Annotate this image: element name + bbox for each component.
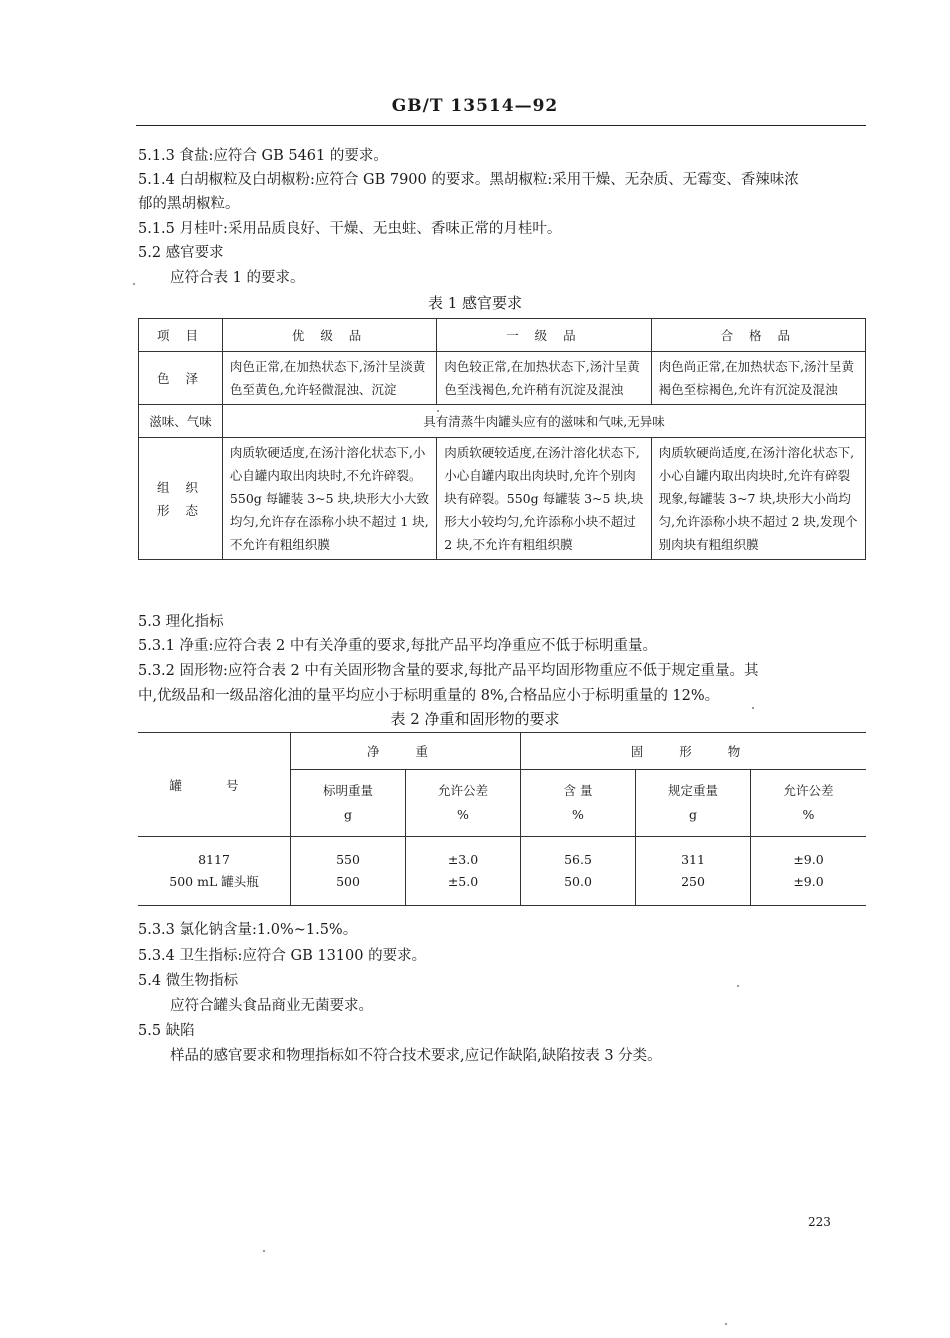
- standard-header: GB/T 13514—92: [391, 96, 559, 116]
- table-header-row: [139, 319, 866, 352]
- table-header-cell: 一 级 品: [437, 319, 651, 352]
- section-5-2-heading: 5.2 感官要求: [138, 245, 224, 261]
- section-5-4-heading: 5.4 微生物指标: [138, 973, 239, 989]
- page-number: 223: [808, 1215, 831, 1229]
- net-weight-group-header: 净 重: [291, 733, 521, 770]
- table-cell: 肉色尚正常,在加热状态下,汤汁呈黄褐色至棕褐色,允许有沉淀及混浊: [651, 352, 865, 405]
- paragraph-5-1-4-cont: 郁的黑胡椒粒。: [138, 196, 240, 212]
- paragraph-5-3-1: 5.3.1 净重:应符合表 2 中有关净重的要求,每批产品平均净重应不低于标明重量。: [138, 638, 657, 654]
- value: 550: [336, 852, 360, 867]
- table-cell: 肉色正常,在加热状态下,汤汁呈淡黄色至黄色,允许轻微混浊、沉淀: [222, 352, 436, 405]
- table1-caption: 表 1 感官要求: [427, 294, 523, 312]
- table-cell: 肉质软硬适度,在汤汁溶化状态下,小心自罐内取出肉块时,不允许碎裂。550g 每罐装 3~5 块,块形大小大致均匀,允许存在添称小块不超过 1 块,不允许有粗组织膜: [222, 438, 436, 560]
- scan-speck: [737, 985, 739, 987]
- specified-weight-header: 规定重量 g: [636, 770, 751, 837]
- paragraph-5-1-5: 5.1.5 月桂叶:采用品质良好、干燥、无虫蛀、香味正常的月桂叶。: [138, 221, 562, 237]
- table2-caption: 表 2 净重和固形物的要求: [390, 710, 560, 728]
- value: 311: [681, 852, 705, 867]
- section-5-5-heading: 5.5 缺陷: [138, 1023, 195, 1039]
- table-cell: [636, 837, 751, 906]
- paragraph-5-3-2-cont: 中,优级品和一级品溶化油的量平均应小于标明重量的 8%,合格品应小于标明重量的 12%。: [138, 688, 720, 704]
- can-number-header: 罐 号: [138, 733, 291, 837]
- table-cell: 肉色较正常,在加热状态下,汤汁呈黄色至浅褐色,允许稍有沉淀及混浊: [437, 352, 651, 405]
- row-label: 色 泽: [139, 352, 223, 405]
- table-header-row: [138, 733, 866, 770]
- paragraph-5-2-text: 应符合表 1 的要求。: [170, 270, 305, 286]
- table-data-row: [138, 837, 866, 906]
- value: ±5.0: [447, 874, 479, 889]
- scan-speck: [133, 283, 135, 285]
- scan-speck: [437, 410, 439, 412]
- value: ±9.0: [793, 852, 824, 867]
- value: 56.5: [564, 852, 592, 867]
- header-rule: [136, 125, 866, 126]
- row-label: 滋味、气味: [139, 405, 223, 438]
- paragraph-5-4-text: 应符合罐头食品商业无菌要求。: [170, 998, 373, 1014]
- table-row: [139, 352, 866, 405]
- table-cell: [751, 837, 867, 906]
- solids-group-header: 固 形 物: [521, 733, 867, 770]
- value: 50.0: [564, 874, 592, 889]
- paragraph-5-3-3: 5.3.3 氯化钠含量:1.0%~1.5%。: [138, 922, 358, 938]
- can-number: 500 mL 罐头瓶: [169, 874, 259, 889]
- value: ±3.0: [447, 852, 479, 867]
- value: 250: [681, 874, 705, 889]
- table-row: [139, 438, 866, 560]
- content-header: 含 量 %: [521, 770, 636, 837]
- table-row: [139, 405, 866, 438]
- table-cell: [138, 837, 291, 906]
- paragraph-5-5-text: 样品的感官要求和物理指标如不符合技术要求,应记作缺陷,缺陷按表 3 分类。: [170, 1048, 662, 1064]
- table-header-cell: 合 格 品: [651, 319, 865, 352]
- value: ±9.0: [793, 874, 824, 889]
- labeled-weight-header: 标明重量 g: [291, 770, 406, 837]
- table-sensory-requirements: [138, 318, 866, 560]
- paragraph-5-3-2: 5.3.2 固形物:应符合表 2 中有关固形物含量的要求,每批产品平均固形物重应不低于规定重量。其: [138, 663, 759, 679]
- table-header-cell: 项 目: [139, 319, 223, 352]
- net-tolerance-header: 允许公差 %: [406, 770, 521, 837]
- section-5-3-heading: 5.3 理化指标: [138, 614, 224, 630]
- scan-speck: [752, 707, 754, 709]
- paragraph-5-1-3: 5.1.3 食盐:应符合 GB 5461 的要求。: [138, 148, 388, 164]
- table-cell: [406, 837, 521, 906]
- table-cell: 肉质软硬尚适度,在汤汁溶化状态下,小心自罐内取出肉块时,允许有碎裂现象,每罐装 3~7 块,块形大小尚均匀,允许添称小块不超过 2 块,发现个别肉块有粗组织膜: [651, 438, 865, 560]
- scan-speck: [263, 1250, 265, 1252]
- row-label: 组 织 形 态: [139, 438, 223, 560]
- solids-tolerance-header: 允许公差 %: [751, 770, 867, 837]
- table-cell-merged: 具有清蒸牛肉罐头应有的滋味和气味,无异味: [222, 405, 865, 438]
- scan-speck: [725, 1323, 727, 1325]
- table-header-cell: 优 级 品: [222, 319, 436, 352]
- table-cell: 肉质软硬较适度,在汤汁溶化状态下,小心自罐内取出肉块时,允许个别肉块有碎裂。550g 每罐装 3~5 块,块形大小较均匀,允许添称小块不超过 2 块,不允许有粗组织膜: [437, 438, 651, 560]
- table-cell: [291, 837, 406, 906]
- paragraph-5-3-4: 5.3.4 卫生指标:应符合 GB 13100 的要求。: [138, 948, 427, 964]
- table-cell: [521, 837, 636, 906]
- value: 500: [336, 874, 360, 889]
- can-number: 8117: [198, 852, 230, 867]
- paragraph-5-1-4: 5.1.4 白胡椒粒及白胡椒粉:应符合 GB 7900 的要求。黑胡椒粒:采用干燥、无杂质、无霉变、香辣味浓: [138, 172, 799, 188]
- table-net-weight-solids: [138, 732, 866, 906]
